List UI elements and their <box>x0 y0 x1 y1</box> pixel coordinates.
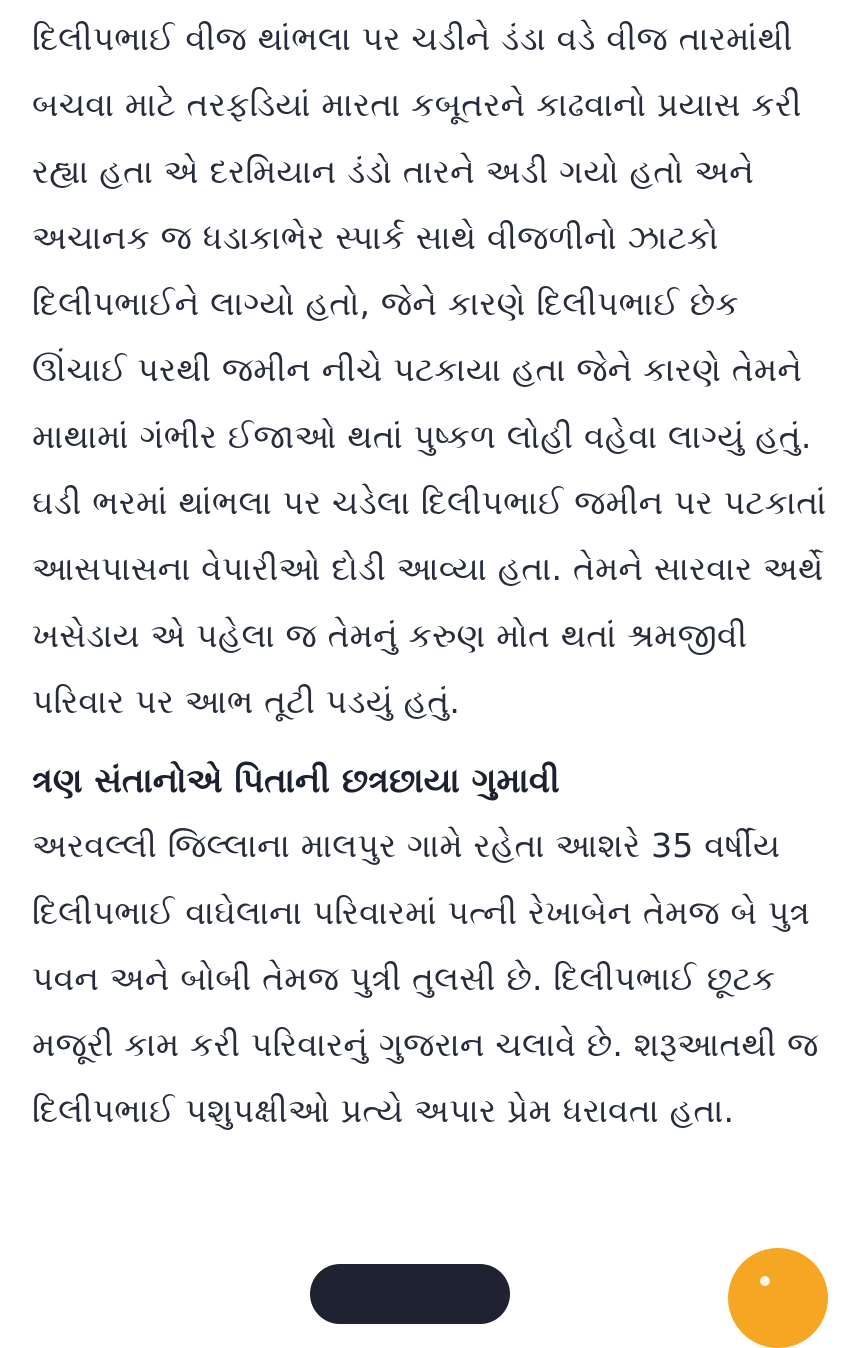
article-paragraph-1: દિલીપભાઈ વીજ થાંભલા પર ચડીને ડંડા વડે વીજ તારમાંથી બચવા માટે તરફડિયાં મારતા કબૂતરને કાઢવાનો પ્રયાસ કરી રહ્યા હતા એ દરમિયાન ડંડો તારને અડી ગયો હતો અને અચાનક જ ધડાકાભેર સ્પાર્ક સાથે વીજળીનો ઝાટકો દિલીપભાઈને લાગ્યો હતો, જેને કારણે દિલીપભાઈ છેક ઊંચાઈ પરથી જમીન નીચે પટકાયા હતા જેને કારણે તેમને માથામાં ગંભીર ઈજાઓ થતાં પુષ્કળ લોહી વહેવા લાગ્યું હતું. ઘડી ભરમાં થાંભલા પર ચડેલા દિલીપભાઈ જમીન પર પટકાતાં આસપાસના વેપારીઓ દોડી આવ્યા હતા. તેમને સારવાર અર્થે ખસેડાય એ પહેલા જ તેમનું કરુણ મોત થતાં શ્રમજીવી પરિવાર પર આભ તૂટી પડયું હતું. <box>32 19 827 721</box>
bottom-floating-pill-button[interactable] <box>310 1264 510 1324</box>
article-body <box>32 0 832 1145</box>
floating-action-button[interactable] <box>728 1248 828 1348</box>
fab-icon <box>760 1276 770 1286</box>
article-paragraph-2: અરવલ્લી જિલ્લાના માલપુર ગામે રહેતા આશરે 35 વર્ષીય દિલીપભાઈ વાઘેલાના પરિવારમાં પત્ની રેખાબેન તેમજ બે પુત્ર પવન અને બોબી તેમજ પુત્રી તુલસી છે. દિલીપભાઈ છૂટક મજૂરી કામ કરી પરિવારનું ગુજરાન ચલાવે છે. શરૂઆતથી જ દિલીપભાઈ પશુપક્ષીઓ પ્રત્યે અપાર પ્રેમ ધરાવતા હતા. <box>32 826 819 1131</box>
article-subheading: ત્રણ સંતાનોએ પિતાની છત્રછાયા ગુમાવી <box>32 761 560 802</box>
